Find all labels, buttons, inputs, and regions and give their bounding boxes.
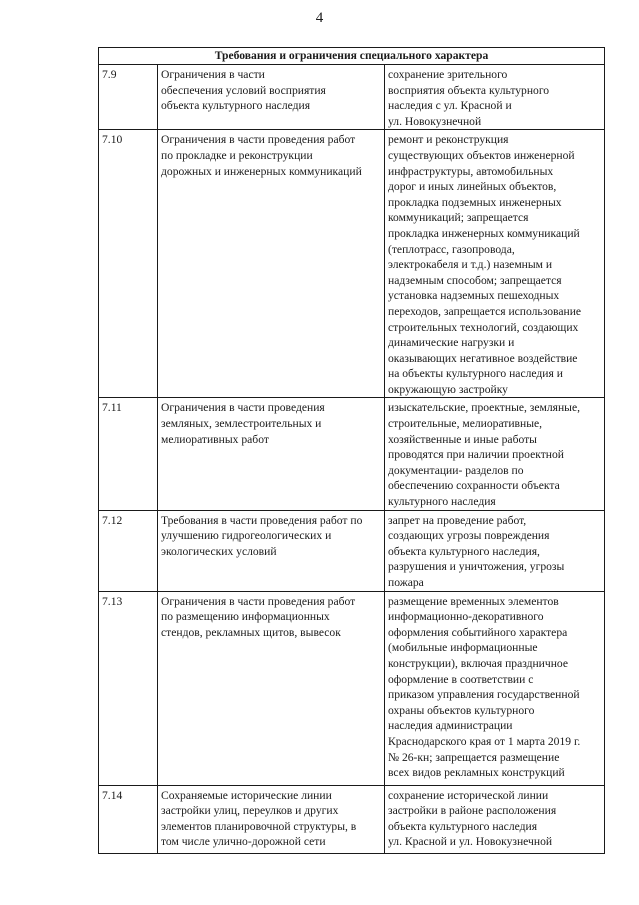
- table-header: Требования и ограничения специального характера: [99, 48, 605, 65]
- text-line: восприятия объекта культурного: [388, 83, 550, 97]
- row-number: 7.14: [99, 785, 158, 853]
- text-line: ул. Красной и ул. Новокузнечной: [388, 835, 553, 849]
- requirements-table: [98, 47, 605, 854]
- text-line: хозяйственные и иные работы: [388, 432, 537, 446]
- table-row: [99, 65, 605, 130]
- table-header-row: [99, 48, 605, 65]
- requirement-name: [158, 510, 385, 591]
- text-line: ремонт и реконструкция: [388, 133, 509, 147]
- text-line: улучшению гидрогеологических и: [161, 529, 332, 543]
- text-line: Краснодарского края от 1 марта 2019 г.: [388, 734, 581, 748]
- text-line: дорог и иных линейных объектов,: [388, 180, 557, 194]
- text-line: прокладка инженерных коммуникаций: [388, 226, 580, 240]
- text-line: стендов, рекламных щитов, вывесок: [161, 625, 341, 639]
- text-line: элементов планировочной структуры, в: [161, 819, 357, 833]
- row-number: 7.11: [99, 398, 158, 510]
- text-line: обеспечения условий восприятия: [161, 83, 326, 97]
- text-line: (теплотрасс, газопровода,: [388, 242, 515, 256]
- text-line: охраны объектов культурного: [388, 703, 535, 717]
- row-number: 7.13: [99, 591, 158, 785]
- requirement-description: [385, 130, 605, 398]
- text-line: документации- разделов по: [388, 463, 524, 477]
- requirement-description: [385, 65, 605, 130]
- requirement-name: [158, 65, 385, 130]
- requirement-name: [158, 591, 385, 785]
- requirement-name: [158, 785, 385, 853]
- table-row: [99, 510, 605, 591]
- text-line: инфраструктуры, автомобильных: [388, 164, 554, 178]
- row-number: 7.10: [99, 130, 158, 398]
- text-line: Ограничения в части: [161, 68, 265, 81]
- table-row: [99, 785, 605, 853]
- text-line: Ограничения в части проведения работ: [161, 594, 356, 608]
- text-line: надземным способом; запрещается: [388, 273, 562, 287]
- text-line: по размещению информационных: [161, 610, 330, 624]
- text-line: застройки улиц, переулков и других: [161, 804, 339, 818]
- text-line: № 26-кн; запрещается размещение: [388, 750, 560, 764]
- text-line: приказом управления государственной: [388, 688, 580, 702]
- table-row: [99, 591, 605, 785]
- text-line: строительных технологий, создающих: [388, 320, 579, 334]
- text-line: электрокабеля и т.д.) наземным и: [388, 258, 553, 272]
- text-line: запрет на проведение работ,: [388, 513, 527, 527]
- text-line: создающих угрозы повреждения: [388, 529, 550, 543]
- text-line: ул. Новокузнечной: [388, 114, 482, 128]
- text-line: установка надземных пешеходных: [388, 289, 560, 303]
- text-line: объекта культурного наследия: [161, 99, 311, 113]
- text-line: окружающую застройку: [388, 382, 508, 396]
- text-line: пожара: [388, 576, 424, 589]
- text-line: Требования в части проведения работ по: [161, 513, 363, 527]
- table-row: [99, 130, 605, 398]
- requirement-description: [385, 398, 605, 510]
- requirement-description: [385, 591, 605, 785]
- text-line: обеспечению сохранности объекта: [388, 479, 560, 493]
- text-line: (мобильные информационные: [388, 641, 538, 655]
- text-line: мелиоративных работ: [161, 432, 269, 446]
- text-line: земляных, землестроительных и: [161, 417, 322, 431]
- text-line: культурного наследия: [388, 495, 496, 509]
- text-line: экологических условий: [161, 544, 277, 558]
- text-line: динамические нагрузки и: [388, 336, 515, 350]
- text-line: объекта культурного наследия,: [388, 544, 540, 558]
- text-line: том числе улично-дорожной сети: [161, 835, 326, 849]
- text-line: прокладка подземных инженерных: [388, 195, 562, 209]
- text-line: наследия администрации: [388, 719, 513, 733]
- text-line: дорожных и инженерных коммуникаций: [161, 164, 362, 178]
- text-line: на объекты культурного наследия и: [388, 367, 563, 381]
- text-line: Ограничения в части проведения работ: [161, 133, 356, 147]
- requirement-name: [158, 398, 385, 510]
- table-row: [99, 398, 605, 510]
- text-line: по прокладке и реконструкции: [161, 148, 313, 162]
- text-line: разрушения и уничтожения, угрозы: [388, 560, 565, 574]
- requirement-description: [385, 510, 605, 591]
- page-number: 4: [315, 10, 324, 26]
- text-line: переходов, запрещается использование: [388, 304, 582, 318]
- text-line: конструкции), включая праздничное: [388, 656, 569, 670]
- text-line: Сохраняемые исторические линии: [161, 788, 332, 802]
- text-line: наследия с ул. Красной и: [388, 99, 512, 113]
- text-line: изыскательские, проектные, земляные,: [388, 401, 581, 415]
- text-line: сохранение зрительного: [388, 68, 508, 81]
- text-line: оформления событийного характера: [388, 625, 568, 639]
- row-number: 7.9: [99, 65, 158, 130]
- requirement-name: [158, 130, 385, 398]
- requirement-description: [385, 785, 605, 853]
- text-line: проводятся при наличии проектной: [388, 448, 564, 462]
- text-line: всех видов рекламных конструкций: [388, 766, 565, 780]
- row-number: 7.12: [99, 510, 158, 591]
- text-line: Ограничения в части проведения: [161, 401, 325, 415]
- text-line: объекта культурного наследия: [388, 819, 538, 833]
- table-body: [99, 65, 605, 854]
- text-line: размещение временных элементов: [388, 594, 559, 608]
- text-line: оказывающих негативное воздействие: [388, 351, 578, 365]
- text-line: коммуникаций; запрещается: [388, 211, 529, 225]
- text-line: строительные, мелиоративные,: [388, 417, 543, 431]
- text-line: сохранение исторической линии: [388, 788, 549, 802]
- text-line: застройки в районе расположения: [388, 804, 557, 818]
- text-line: информационно-декоративного: [388, 610, 544, 624]
- text-line: оформление в соответствии с: [388, 672, 534, 686]
- text-line: существующих объектов инженерной: [388, 148, 575, 162]
